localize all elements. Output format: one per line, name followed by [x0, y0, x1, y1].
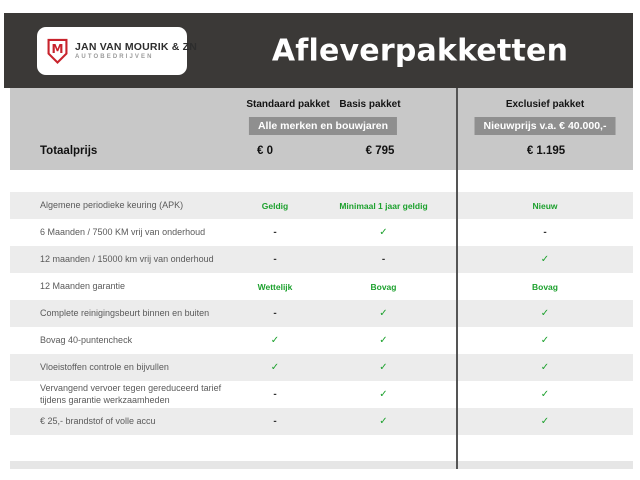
- feature-value-basis: ✓: [379, 335, 388, 346]
- feature-value-basis: ✓: [379, 362, 388, 373]
- feature-label: Complete reinigingsbeurt binnen en buiten: [40, 307, 210, 318]
- feature-value-basis: Bovag: [370, 281, 397, 292]
- feature-value-exclusief: ✓: [540, 389, 550, 400]
- table-header-block: [10, 88, 633, 170]
- footer-band: [10, 461, 633, 469]
- feature-value-exclusief: ✓: [540, 362, 550, 373]
- feature-value-standaard: ✓: [270, 362, 280, 373]
- total-price-standaard: € 0: [257, 145, 273, 157]
- feature-value-exclusief: ✓: [540, 308, 550, 319]
- feature-value-standaard: Wettelijk: [257, 281, 293, 292]
- feature-label: 6 Maanden / 7500 KM vrij van onderhoud: [40, 226, 206, 237]
- column-header-exclusief: Exclusief pakket: [505, 99, 585, 110]
- feature-value-basis: ✓: [379, 416, 388, 427]
- feature-label: Algemene periodieke keuring (APK): [40, 199, 184, 210]
- brand-name: JAN VAN MOURIK & ZN: [75, 40, 198, 53]
- column-divider: [456, 88, 458, 469]
- total-price-label: Totaalprijs: [40, 145, 98, 157]
- total-price-basis: € 795: [365, 145, 395, 157]
- brand-text-block: [75, 42, 197, 61]
- feature-value-exclusief: ✓: [540, 335, 550, 346]
- badge-new-price: Nieuwprijs v.a. € 40.000,-: [475, 117, 616, 135]
- feature-value-exclusief: -: [543, 227, 547, 238]
- package-comparison-table: [10, 88, 633, 469]
- table-row: [10, 192, 633, 219]
- badge-all-brands: Alle merken en bouwjaren: [249, 117, 397, 135]
- brand-logo: [37, 27, 198, 75]
- brand-subtitle: AUTOBEDRIJVEN: [75, 54, 154, 61]
- table-row: [10, 273, 633, 300]
- feature-rows: [10, 192, 633, 435]
- feature-label: Vervangend vervoer tegen gereduceerd tarief tijdens garantie werkzaamheden: [40, 382, 222, 405]
- feature-label: € 25,- brandstof of volle accu: [40, 415, 156, 426]
- feature-value-standaard: Geldig: [261, 200, 289, 211]
- table-row: [10, 327, 633, 354]
- table-row: [10, 408, 633, 435]
- page-title: Afleverpakketten: [271, 33, 569, 68]
- feature-value-standaard: ✓: [270, 335, 280, 346]
- table-row: [10, 354, 633, 381]
- column-header-standaard: Standaard pakket: [246, 99, 330, 110]
- feature-value-exclusief: ✓: [540, 254, 550, 265]
- feature-label: 12 Maanden garantie: [40, 280, 126, 291]
- column-header-basis: Basis pakket: [339, 99, 401, 110]
- svg-text:M: M: [51, 41, 64, 56]
- feature-value-standaard: -: [273, 389, 277, 400]
- feature-value-standaard: -: [273, 254, 277, 265]
- feature-value-basis: -: [381, 254, 386, 265]
- feature-value-exclusief: Bovag: [532, 281, 558, 292]
- feature-label: Bovag 40-puntencheck: [40, 334, 133, 345]
- feature-label: Vloeistoffen controle en bijvullen: [40, 361, 169, 372]
- feature-value-basis: ✓: [379, 308, 388, 319]
- feature-value-basis: ✓: [379, 227, 388, 238]
- table-row: [10, 246, 633, 273]
- header-bar: [4, 13, 633, 88]
- table-row: [10, 219, 633, 246]
- feature-value-standaard: -: [273, 308, 277, 319]
- feature-value-standaard: -: [273, 227, 277, 238]
- feature-value-exclusief: Nieuw: [532, 200, 558, 211]
- feature-value-exclusief: ✓: [540, 416, 550, 427]
- feature-value-basis: ✓: [379, 389, 388, 400]
- table-row: [10, 381, 633, 408]
- table-row: [10, 300, 633, 327]
- feature-value-standaard: -: [273, 416, 277, 427]
- feature-value-basis: Minimaal 1 jaar geldig: [339, 200, 428, 211]
- feature-label: 12 maanden / 15000 km vrij van onderhoud: [40, 253, 214, 264]
- brand-shield-icon: [47, 38, 68, 65]
- total-price-exclusief: € 1.195: [526, 145, 566, 157]
